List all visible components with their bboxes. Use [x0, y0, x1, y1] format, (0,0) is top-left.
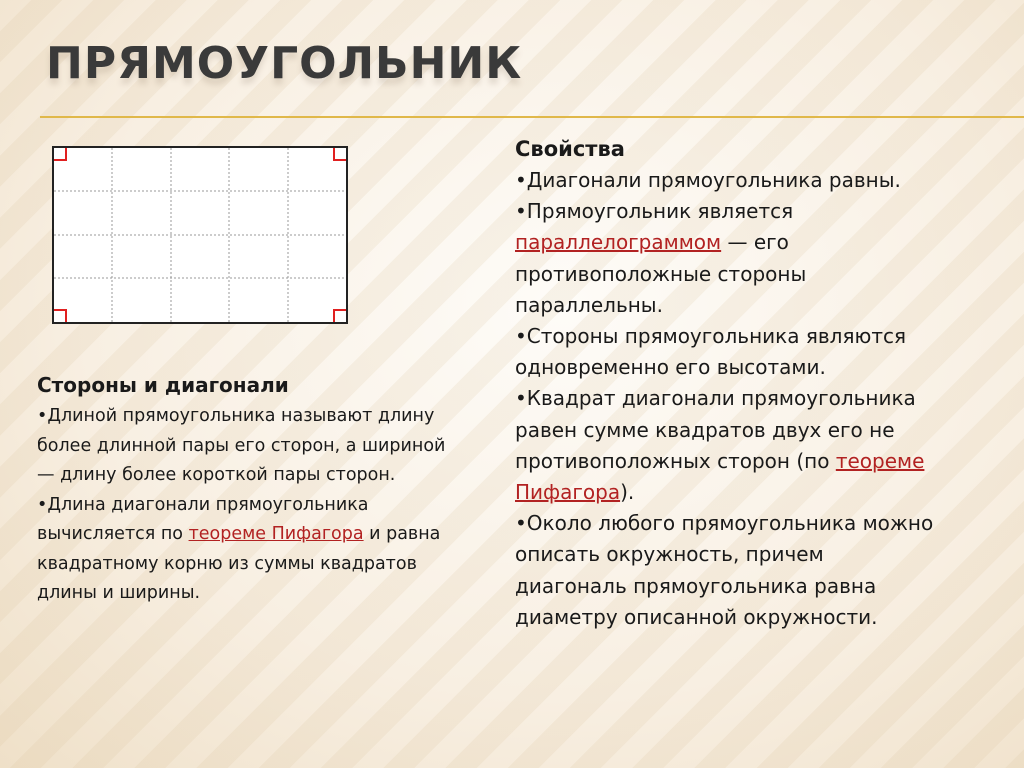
- bullet-text: ).: [620, 480, 635, 505]
- bullet-text: •Длина диагонали прямоугольника вычисляется по: [37, 494, 369, 544]
- bullet-text: •Квадрат диагонали прямоугольника равен сумме квадратов двух его не противоположных сторон (по: [515, 386, 916, 473]
- properties-section: [515, 132, 935, 633]
- right-angle-mark-bottom-right: [334, 310, 346, 322]
- slide-title: ПРЯМОУГОЛЬНИК: [46, 38, 523, 89]
- sides-heading: Стороны и диагонали: [37, 373, 289, 397]
- property-diagonals-equal: •Диагонали прямоугольника равны.: [515, 168, 901, 192]
- bullet-text: — его противоположные стороны параллельны.: [515, 230, 807, 317]
- rectangle-grid-svg: [54, 148, 346, 322]
- property-circumscribed-circle: •Около любого прямоугольника можно описать окружность, причем диагональ прямоугольника равна диаметру описанной окружности.: [515, 511, 934, 629]
- parallelogram-link[interactable]: параллелограммом: [515, 230, 722, 255]
- sides-and-diagonals-section: [37, 370, 462, 609]
- title-underline-rule: [40, 116, 1024, 118]
- bullet-text: и равна квадратному корню из суммы квадратов длины и ширины.: [37, 524, 441, 603]
- pythagoras-link[interactable]: теореме Пифагора: [188, 524, 364, 544]
- sides-bullet-length-width: •Длиной прямоугольника называют длину более длинной пары его сторон, а шириной — длину более короткой пары сторон.: [37, 406, 446, 485]
- right-angle-mark-top-right: [334, 148, 346, 160]
- property-parallelogram: [515, 196, 935, 321]
- pythagoras-link[interactable]: теореме Пифагора: [515, 448, 925, 505]
- rectangle-grid-figure: [52, 146, 348, 324]
- bullet-text: •Прямоугольник является: [515, 199, 794, 224]
- property-sides-are-heights: •Стороны прямоугольника являются одновременно его высотами.: [515, 324, 906, 380]
- right-angle-mark-top-left: [54, 148, 66, 160]
- right-angle-mark-bottom-left: [54, 310, 66, 322]
- property-diagonal-square: [515, 383, 935, 508]
- properties-heading: Свойства: [515, 137, 625, 161]
- sides-bullet-diagonal: [37, 491, 462, 609]
